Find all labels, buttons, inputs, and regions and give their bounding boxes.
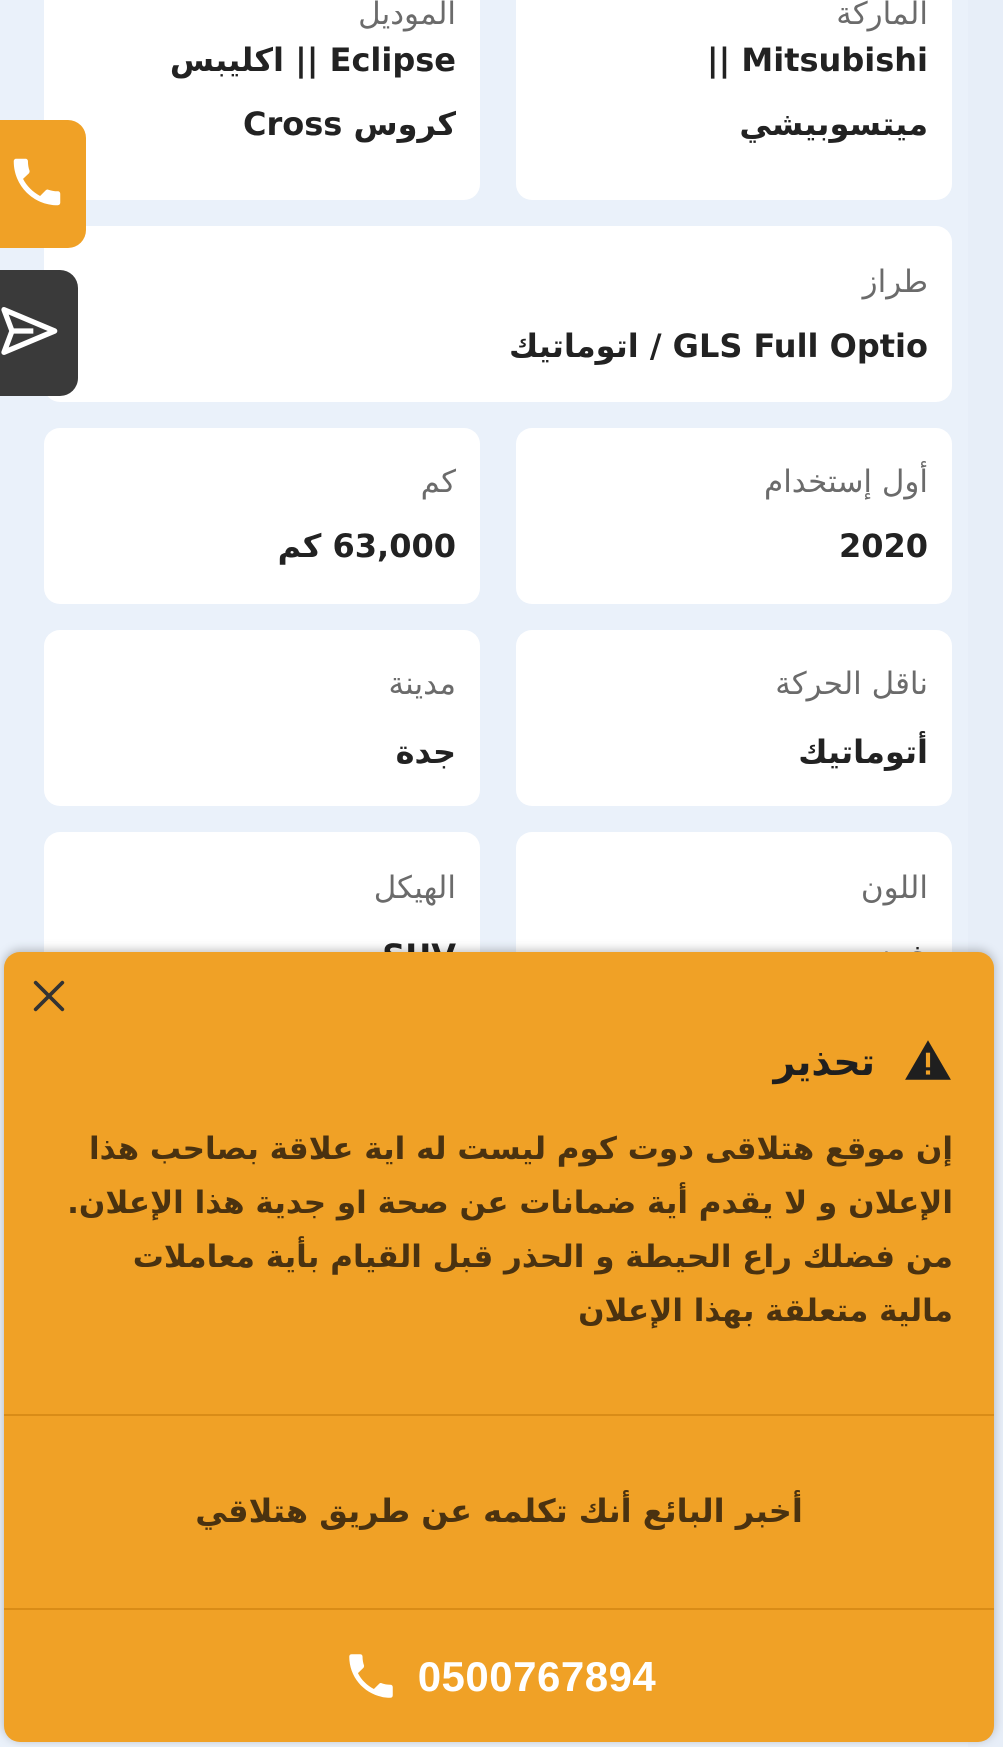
call-seller-button[interactable] (4, 1612, 994, 1742)
spec-label-first-use: أول إستخدام (764, 464, 928, 500)
spec-card-first-use (516, 428, 952, 604)
spec-label-color: اللون (860, 870, 928, 906)
spec-value-brand: Mitsubishi || ميتسوبيشي (706, 41, 928, 143)
warning-title: تحذير (773, 1040, 875, 1084)
warning-header (773, 1040, 953, 1084)
phone-number: 0500767894 (417, 1653, 657, 1700)
warning-message: إن موقع هتلاقى دوت كوم ليست له اية علاقة بصاحب هذا الإعلان و لا يقدم أية ضمانات عن صحة او جدية هذا الإعلان. من فضلك راع الحيطة و الحذر قبل القيام بأية معاملات مالية متعلقة بهذا الإعلان (67, 1131, 953, 1329)
spec-card-transmission (516, 630, 952, 806)
divider (4, 1608, 994, 1610)
close-icon (29, 976, 69, 1019)
spec-label-brand: الماركة (836, 0, 928, 32)
tell-seller-button[interactable]: أخبر البائع أنك تكلمه عن طريق هتلاقي (4, 1416, 994, 1606)
phone-icon (6, 151, 68, 217)
spec-card-city (44, 630, 480, 806)
floating-share-button[interactable] (0, 270, 78, 396)
spec-label-trim: طراز (862, 264, 928, 300)
spec-label-km: كم (420, 464, 456, 500)
phone-icon (342, 1647, 400, 1708)
floating-call-button[interactable] (0, 120, 86, 248)
close-button[interactable] (26, 974, 72, 1020)
spec-value-transmission: أتوماتيك (798, 733, 928, 771)
spec-card-brand (516, 0, 952, 200)
spec-card-model (44, 0, 480, 200)
spec-value-km: 63,000 كم (277, 527, 456, 565)
spec-card-km (44, 428, 480, 604)
warning-triangle-icon (903, 1038, 953, 1086)
spec-value-model: Eclipse || اكليبس كروس Cross (169, 41, 456, 143)
spec-label-transmission: ناقل الحركة (775, 666, 928, 702)
spec-value-trim: GLS Full Optio / اتوماتيك (508, 327, 928, 365)
spec-value-city: جدة (395, 733, 456, 771)
spec-value-first-use: 2020 (838, 527, 928, 565)
spec-label-model: الموديل (358, 0, 456, 32)
spec-label-city: مدينة (388, 666, 456, 702)
share-icon (0, 299, 60, 367)
spec-card-trim (44, 226, 952, 402)
spec-label-body: الهيكل (373, 870, 456, 906)
